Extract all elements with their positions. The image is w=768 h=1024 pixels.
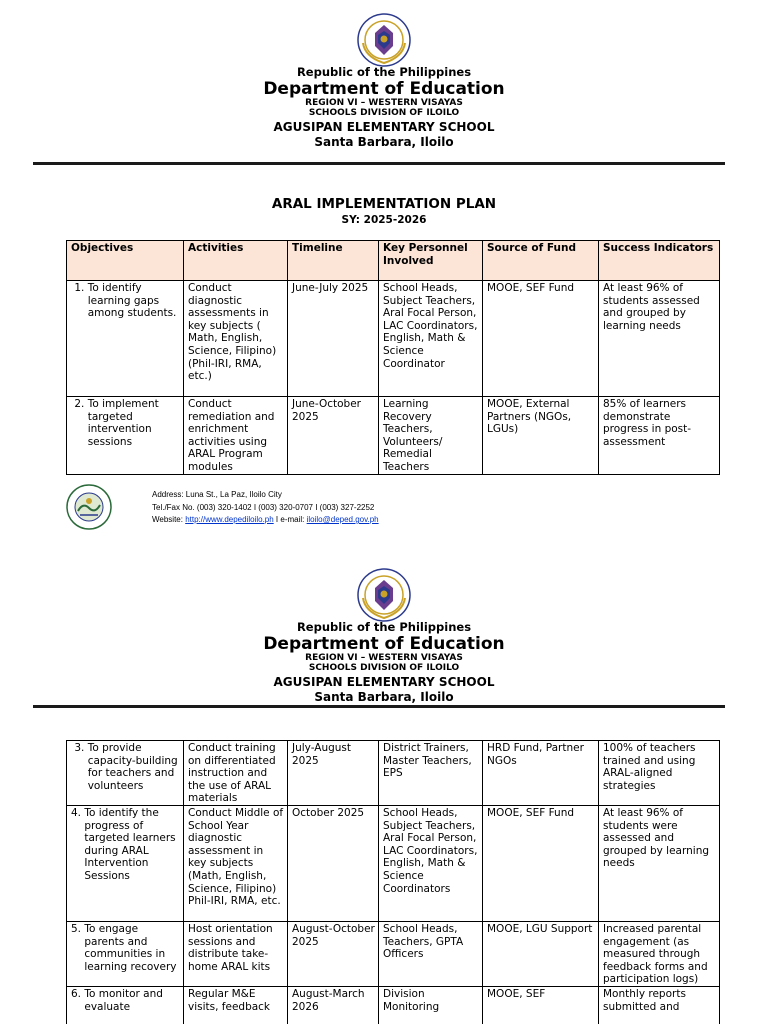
objective-text: To monitor and evaluate (84, 987, 163, 1013)
objective-number: 2. (71, 398, 85, 410)
objective-number: 1. (71, 282, 85, 294)
document-title: ARAL IMPLEMENTATION PLAN (271, 196, 497, 212)
document-page-2 (0, 555, 768, 1024)
school-year: SY: 2025-2026 (341, 214, 427, 226)
timeline-cell: October 2025 (288, 805, 379, 921)
personnel-cell: District Trainers, Master Teachers, EPS (379, 741, 483, 806)
personnel-cell: School Heads, Subject Teachers, Aral Focal Person, LAC Coordinators, English, Math & Science Coordinator (379, 281, 483, 397)
website-label: Website: (152, 515, 186, 524)
division-logo-icon (66, 484, 112, 530)
contact-footer (152, 489, 379, 527)
region-label: REGION VI – WESTERN VISAYAS (305, 653, 463, 663)
objective-number: 4. (71, 806, 82, 819)
email-link[interactable]: iloilo@deped.gov.ph (306, 515, 379, 524)
republic-label: Republic of the Philippines (296, 65, 472, 79)
objective-cell (67, 741, 184, 806)
deped-seal-icon (357, 13, 411, 67)
column-header-indicators: Success Indicators (599, 241, 720, 281)
indicator-cell: Monthly reports submitted and (599, 986, 720, 1024)
division-label: SCHOOLS DIVISION OF ILOILO (308, 663, 460, 673)
table-row (67, 986, 720, 1024)
personnel-cell: School Heads, Teachers, GPTA Officers (379, 921, 483, 986)
objective-cell (67, 921, 184, 986)
region-label: REGION VI – WESTERN VISAYAS (305, 98, 463, 108)
deped-seal-icon (357, 568, 411, 622)
implementation-plan-table (66, 240, 720, 475)
table-header-row (67, 241, 720, 281)
timeline-cell: August-March 2026 (288, 986, 379, 1024)
website-link[interactable]: http://www.depediloilo.ph (185, 515, 274, 524)
objective-cell (67, 986, 184, 1024)
table-row (67, 741, 720, 806)
telfax-line: Tel./Fax No. (003) 320-1402 I (003) 320-0707 I (003) 327-2252 (152, 502, 375, 512)
activity-cell: Conduct training on differentiated instruction and the use of ARAL materials (184, 741, 288, 806)
timeline-cell: July-August 2025 (288, 741, 379, 806)
fund-cell: MOOE, SEF Fund (483, 281, 599, 397)
header-divider (33, 705, 725, 708)
school-location: Santa Barbara, Iloilo (314, 135, 454, 149)
objective-text: To identify the progress of targeted learners during ARAL Intervention Sessions (84, 806, 176, 882)
department-label: Department of Education (263, 634, 505, 654)
objective-cell (67, 397, 184, 475)
division-label: SCHOOLS DIVISION OF ILOILO (308, 108, 460, 118)
column-header-objectives: Objectives (67, 241, 184, 281)
fund-cell: MOOE, LGU Support (483, 921, 599, 986)
fund-cell: MOOE, External Partners (NGOs, LGUs) (483, 397, 599, 475)
activity-cell: Regular M&E visits, feedback (184, 986, 288, 1024)
fund-cell: MOOE, SEF (483, 986, 599, 1024)
personnel-cell: Learning Recovery Teachers, Volunteers/ Remedial Teachers (379, 397, 483, 475)
table-row (67, 281, 720, 397)
timeline-cell: June-July 2025 (288, 281, 379, 397)
header-divider (33, 162, 725, 165)
school-name: AGUSIPAN ELEMENTARY SCHOOL (273, 120, 495, 134)
table-row (67, 397, 720, 475)
timeline-cell: August-October 2025 (288, 921, 379, 986)
objective-number: 3. (71, 742, 85, 754)
column-header-personnel: Key Personnel Involved (379, 241, 483, 281)
timeline-cell: June-October 2025 (288, 397, 379, 475)
indicator-cell: 85% of learners demonstrate progress in post-assessment (599, 397, 720, 475)
activity-cell: Conduct Middle of School Year diagnostic assessment in key subjects (Math, English, Science, Filipino) Phil-IRI, RMA, etc. (184, 805, 288, 921)
indicator-cell: At least 96% of students assessed and grouped by learning needs (599, 281, 720, 397)
activity-cell: Conduct remediation and enrichment activities using ARAL Program modules (184, 397, 288, 475)
table-row (67, 921, 720, 986)
activity-cell: Conduct diagnostic assessments in key subjects ( Math, English, Science, Filipino) (Phil-IRI, RMA, etc.) (184, 281, 288, 397)
indicator-cell: At least 96% of students were assessed and grouped by learning needs (599, 805, 720, 921)
indicator-cell: Increased parental engagement (as measured through feedback forms and participation logs) (599, 921, 720, 986)
email-label: I e-mail: (273, 515, 307, 524)
personnel-cell: School Heads, Subject Teachers, Aral Focal Person, LAC Coordinators, English, Math & Science Coordinators (379, 805, 483, 921)
indicator-cell: 100% of teachers trained and using ARAL-aligned strategies (599, 741, 720, 806)
table-row (67, 805, 720, 921)
objective-text: To implement targeted intervention sessions (87, 398, 159, 448)
fund-cell: MOOE, SEF Fund (483, 805, 599, 921)
address-line: Address: Luna St., La Paz, Iloilo City (152, 490, 282, 499)
column-header-fund: Source of Fund (483, 241, 599, 281)
fund-cell: HRD Fund, Partner NGOs (483, 741, 599, 806)
department-label: Department of Education (263, 79, 505, 99)
school-location: Santa Barbara, Iloilo (314, 690, 454, 704)
objective-number: 5. (71, 922, 82, 935)
school-name: AGUSIPAN ELEMENTARY SCHOOL (273, 675, 495, 689)
objective-cell (67, 281, 184, 397)
objective-text: To engage parents and communities in learning recovery (84, 922, 177, 973)
objective-text: To identify learning gaps among students. (87, 282, 177, 320)
republic-label: Republic of the Philippines (296, 620, 472, 634)
implementation-plan-table-continued (66, 740, 720, 1024)
web-line (152, 514, 379, 527)
objective-text: To provide capacity-building for teachers and volunteers (87, 742, 178, 792)
objective-cell (67, 805, 184, 921)
objective-number: 6. (71, 987, 82, 1000)
column-header-timeline: Timeline (288, 241, 379, 281)
activity-cell: Host orientation sessions and distribute take-home ARAL kits (184, 921, 288, 986)
column-header-activities: Activities (184, 241, 288, 281)
personnel-cell: Division Monitoring (379, 986, 483, 1024)
